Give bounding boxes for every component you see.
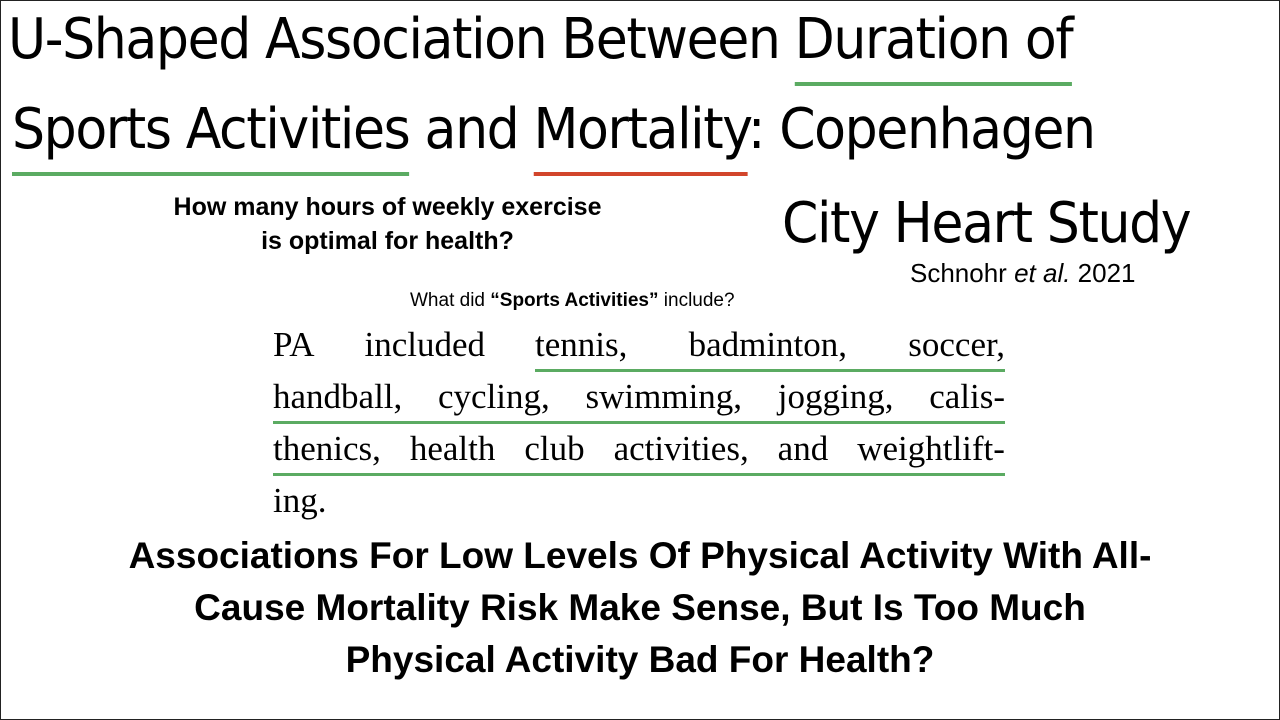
question-line: How many hours of weekly exercise [173,193,602,221]
question-line: is optimal for health? [261,227,514,255]
citation-author: Schnohr [910,258,1015,288]
word: badminton, [688,325,848,364]
word: soccer, [908,325,1005,364]
word: handball, [273,377,403,416]
subquestion-bold: “Sports Activities” [490,290,659,311]
word: and [777,429,829,468]
title-line-3: City Heart Study [782,191,1191,256]
subquestion-text: What did [410,290,491,311]
subquestion-text: include? [658,290,735,311]
title-text: U-Shaped Association Between [8,7,795,72]
word: tennis, [535,325,628,364]
title-highlight-mortality: Mortality [534,97,748,176]
excerpt-line-1 [273,320,1005,372]
statement-line: Associations For Low Levels Of Physical Activity With All- [128,535,1152,576]
word: activities, [613,429,749,468]
word: included [364,325,486,364]
title-line-1 [8,7,1073,72]
word: club [524,429,585,468]
word: jogging, [777,377,894,416]
word: health [409,429,496,468]
citation-etal: et al. [1014,258,1071,288]
bottom-statement [0,530,1280,686]
title-highlight-sports: Sports Activities [12,97,409,176]
question-text [120,190,655,258]
statement-line: Cause Mortality Risk Make Sense, But Is Too Much [194,587,1086,628]
statement-line: Physical Activity Bad For Health? [345,639,935,680]
citation-year: 2021 [1070,258,1136,288]
title-line-2 [12,97,1095,162]
word: weightlift- [857,429,1005,468]
title-text: and [409,97,534,162]
word: calis- [929,377,1005,416]
excerpt-line-2 [273,372,1005,424]
paper-excerpt [273,320,1005,525]
word: swimming, [585,377,743,416]
excerpt-highlight [535,320,1005,372]
title-text: : Copenhagen [747,97,1095,162]
excerpt-line-3 [273,424,1005,476]
excerpt-line-4: ing. [273,481,327,520]
title-highlight-duration: Duration of [795,7,1073,86]
subquestion [410,290,735,312]
word: PA [273,325,315,364]
word: cycling, [438,377,550,416]
citation [910,258,1136,289]
word: thenics, [273,429,381,468]
